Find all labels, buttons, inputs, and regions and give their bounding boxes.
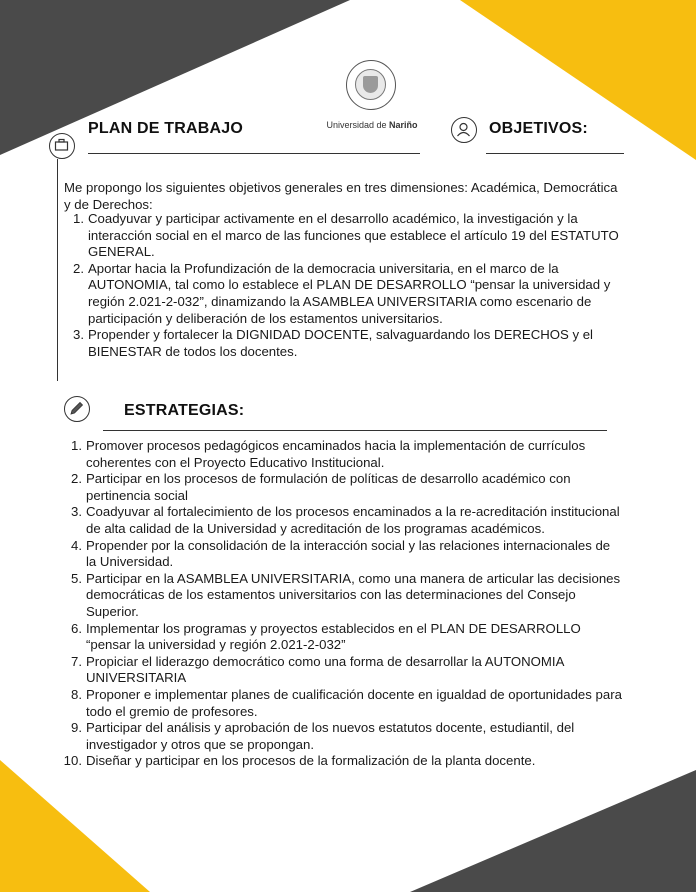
list-item	[62, 753, 622, 770]
list-item-text: Coadyuvar y participar activamente en el desarrollo académico, la investigación y la interacción social en el marco de las funciones que establece el artículo 19 del ESTATUTO GENERAL.	[88, 211, 619, 260]
list-item-text: Aportar hacia la Profundización de la democracia universitaria, en el marco de la AUTONOMIA, tal como lo establece el PLAN DE DESARROLLO “pensar la universidad y región 2.021-2-032”, dinamizando la ASAMBLEA UNIVERSITARIA como escenario de participación y deliberación de los estamentos universitarios.	[88, 260, 611, 326]
list-item	[62, 538, 622, 571]
list-item	[62, 571, 622, 621]
list-item	[62, 471, 622, 504]
list-item-number: 2.	[73, 260, 84, 276]
list-item-text: Propender y fortalecer la DIGNIDAD DOCENTE, salvaguardando los DERECHOS y el BIENESTAR de todos los docentes.	[88, 327, 593, 359]
list-item-number: 10.	[63, 753, 82, 769]
list-item	[62, 687, 622, 720]
list-item-text: Propender por la consolidación de la interacción social y las relaciones internacionales de la Universidad.	[86, 537, 611, 570]
list-item-text: Participar en la ASAMBLEA UNIVERSITARIA, como una manera de articular las decisiones democráticas de los estamentos universitarios con las determinaciones del Consejo Superior.	[86, 570, 621, 619]
list-item	[64, 211, 632, 261]
plan-vertical-line	[57, 159, 58, 381]
list-item-number: 5.	[71, 570, 82, 586]
list-item-number: 1.	[71, 438, 82, 453]
plan-underline	[88, 153, 420, 154]
objetivos-underline	[486, 153, 624, 154]
list-item-number: 4.	[71, 537, 82, 553]
objetivos-intro: Me propongo los siguientes objetivos generales en tres dimensiones: Académica, Democrática y de Derechos:	[64, 180, 618, 212]
list-item	[62, 720, 622, 753]
bottom-left-yellow-band	[0, 760, 150, 892]
university-logo	[322, 60, 418, 146]
list-item	[62, 621, 622, 654]
estrategias-underline	[103, 430, 607, 431]
list-item-number: 7.	[71, 653, 82, 669]
plan-de-trabajo-title: PLAN DE TRABAJO	[88, 120, 244, 137]
list-item-number: 1.	[73, 211, 84, 226]
list-item	[62, 654, 622, 687]
list-item-text: Implementar los programas y proyectos establecidos en el PLAN DE DESARROLLO “pensar la universidad y región 2.021-2-032”	[86, 620, 581, 653]
list-item-number: 9.	[71, 720, 82, 736]
objetivos-title: OBJETIVOS:	[489, 120, 588, 137]
list-item-number: 8.	[71, 686, 82, 702]
pencil-icon	[64, 396, 90, 422]
list-item-text: Proponer e implementar planes de cualificación docente en igualdad de oportunidades para todo el gremio de profesores.	[86, 686, 622, 719]
list-item	[64, 261, 632, 327]
list-item-number: 3.	[73, 327, 84, 343]
university-seal-icon	[346, 60, 396, 110]
university-name: Universidad de Nariño	[326, 120, 418, 130]
bottom-right-gray-band	[410, 770, 696, 892]
list-item	[64, 327, 632, 360]
list-item	[62, 438, 622, 471]
user-icon	[451, 117, 477, 143]
estrategias-list	[62, 438, 622, 770]
list-item	[62, 504, 622, 537]
list-item-number: 6.	[71, 620, 82, 636]
list-item-text: Participar en los procesos de formulación de políticas de desarrollo académico con pertinencia social	[86, 471, 571, 503]
list-item-number: 2.	[71, 471, 82, 487]
list-item-text: Promover procesos pedagógicos encaminados hacia la implementación de currículos coherentes con el Proyecto Educativo Institucional.	[86, 438, 586, 470]
list-item-text: Participar del análisis y aprobación de los nuevos estatutos docente, estudiantil, del investigador y otros que se propongan.	[86, 720, 575, 752]
list-item-text: Propiciar el liderazgo democrático como una forma de desarrollar la AUTONOMIA UNIVERSITARIA	[86, 653, 564, 686]
briefcase-icon	[49, 133, 75, 159]
list-item-text: Coadyuvar al fortalecimiento de los procesos encaminados a la re-acreditación institucional de alta calidad de la Universidad y acreditación de los programas académicos.	[86, 504, 620, 536]
objetivos-list	[64, 211, 632, 360]
estrategias-title: ESTRATEGIAS:	[124, 402, 245, 419]
list-item-text: Diseñar y participar en los procesos de la formalización de la planta docente.	[86, 753, 536, 769]
list-item-number: 3.	[71, 504, 82, 520]
